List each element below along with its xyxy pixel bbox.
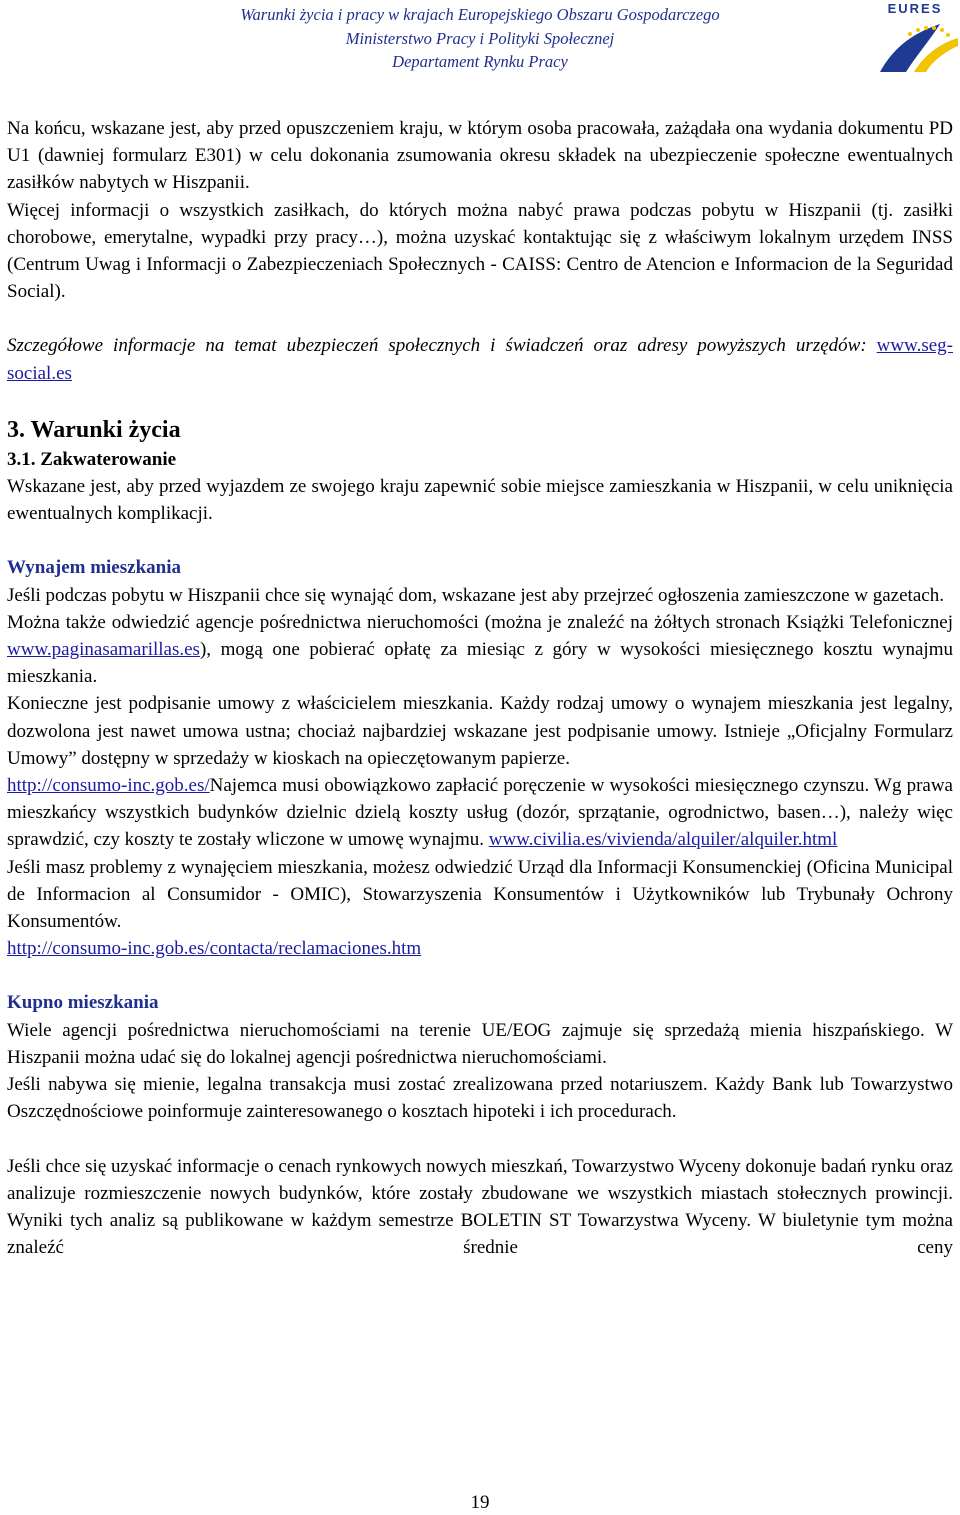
paragraph-rent-contract: Konieczne jest podpisanie umowy z właścicielem mieszkania. Każdy rodzaj umowy o wynajem mieszkania jest legalny, dozwolona jest nawet umowa ustna; chociaż najbardziej wskazane jest podpisanie umowy. Istnieje „Oficjalny Formularz Umowy” dostępny w sprzedaży w kioskach na opieczętowanym papierze. xyxy=(7,693,953,769)
page-header xyxy=(0,0,960,75)
subsection-title: 3.1. Zakwaterowanie xyxy=(7,448,177,470)
paragraph-buy-notary: Jeśli nabywa się mienie, legalna transakcja musi zostać zrealizowana przed notariuszem. Każdy Bank lub Towarzystwo Oszczędnościowe poinformuje zainteresowanego o kosztach hipoteki i ich procedurach. xyxy=(7,1074,953,1123)
document-body xyxy=(7,115,953,1261)
paragraph-reclamaciones-link xyxy=(7,935,953,962)
paragraph-benefits-info: Więcej informacji o wszystkich zasiłkach, do których można nabyć prawa podczas pobytu w Hiszpanii (tj. zasiłki chorobowe, emerytalne, wypadki przy pracy…), można uzyskać kontaktując się z właściwym lokalnym urzędem INSS (Centrum Uwag i Informacji o Zabezpieczeniach Społecznych - CAISS: Centro de Atencion e Informacion de la Seguridad Social). xyxy=(7,199,953,303)
paragraph-buy-prices: Jeśli chce się uzyskać informacje o cenach rynkowych nowych mieszkań, Towarzystwo Wyceny dokonuje badań rynku oraz analizuje rozmieszczenie nowych budynków, które zostały zbudowane we wszystkich miastach stołecznych prowincji. Wyniki tych analiz są publikowane w każdym semestrze BOLETIN ST Towarzystwa Wyceny. W biuletynie tym można znaleźć średnie ceny xyxy=(7,1155,953,1259)
rent-deposit-text: Najemca musi obowiązkowo zapłacić poręczenie w wysokości miesięcznego czynszu. Wg prawa mieszkańcy wszystkich budynków dzielnic dzielą koszty usług (dozór, sprzątanie, ogrodnictwo, basen…), należy więc sprawdzić, czy koszty te zostały wliczone w umowę wynajmu. xyxy=(7,775,953,851)
rent-agencies-text-2: ), mogą one pobierać opłatę za miesiąc z góry w wysokości miesięcznego kosztu wynajmu mieszkania. xyxy=(7,639,953,688)
eures-logo xyxy=(870,0,960,75)
header-text xyxy=(130,3,830,74)
paragraph-rent-agencies xyxy=(7,609,953,691)
header-line-title: Warunki życia i pracy w krajach Europejskiego Obszaru Gospodarczego xyxy=(240,5,720,24)
header-line-department: Departament Rynku Pracy xyxy=(392,52,568,71)
civilia-link[interactable]: www.civilia.es/vivienda/alquiler/alquiler.html xyxy=(488,829,838,851)
paragraph-rent-problems: Jeśli masz problemy z wynajęciem mieszkania, możesz odwiedzić Urząd dla Informacji Konsumenckiej (Oficina Municipal de Informacion al Consumidor - OMIC), Stowarzyszenia Konsumentów i Użytkowników lub Trybunały Ochrony Konsumentów. xyxy=(7,856,953,933)
eures-logo-text: EURES xyxy=(887,1,943,16)
paginasamarillas-link[interactable]: www.paginasamarillas.es xyxy=(7,639,200,661)
section-title: 3. Warunki życia xyxy=(7,416,181,443)
seg-social-link[interactable]: www.seg-social.es xyxy=(7,335,953,384)
paragraph-accommodation: Wskazane jest, aby przed wyjazdem ze swojego kraju zapewnić sobie miejsce zamieszkania w Hiszpanii, w celu uniknięcia ewentualnych komplikacji. xyxy=(7,476,953,525)
buy-heading: Kupno mieszkania xyxy=(7,992,159,1014)
social-security-text: Szczegółowe informacje na temat ubezpieczeń społecznych i świadczeń oraz adresy powyższych urzędów: xyxy=(7,335,877,357)
paragraph-rent-deposit xyxy=(7,772,953,854)
paragraph-buy-agencies: Wiele agencji pośrednictwa nieruchomościami na terenie UE/EOG zajmuje się sprzedażą mienia hiszpańskiego. W Hiszpanii można udać się do lokalnej agencji pośrednictwa nieruchomościami. xyxy=(7,1019,953,1068)
page-number: 19 xyxy=(470,1492,490,1513)
paragraph-social-security-details xyxy=(7,332,953,386)
consumo-link[interactable]: http://consumo-inc.gob.es/ xyxy=(7,775,210,797)
paragraph-pd-u1: Na końcu, wskazane jest, aby przed opuszczeniem kraju, w którym osoba pracowała, zażądała ona wydania dokumentu PD U1 (dawniej formularz E301) w celu dokonania zsumowania okresu składek na ubezpieczenie społeczne ewentualnych zasiłków nabytych w Hiszpanii. xyxy=(7,118,953,194)
paragraph-rent-ads: Jeśli podczas pobytu w Hiszpanii chce się wynająć dom, wskazane jest aby przejrzeć ogłoszenia zamieszczone w gazetach. xyxy=(7,584,944,606)
header-line-ministry: Ministerstwo Pracy i Polityki Społecznej xyxy=(345,28,615,48)
rent-heading: Wynajem mieszkania xyxy=(7,557,181,579)
rent-agencies-text: Można także odwiedzić agencje pośrednictwa nieruchomości (można je znaleźć na żółtych stronach Książki Telefonicznej xyxy=(7,611,953,633)
reclamaciones-link[interactable]: http://consumo-inc.gob.es/contacta/reclamaciones.htm xyxy=(7,938,422,960)
